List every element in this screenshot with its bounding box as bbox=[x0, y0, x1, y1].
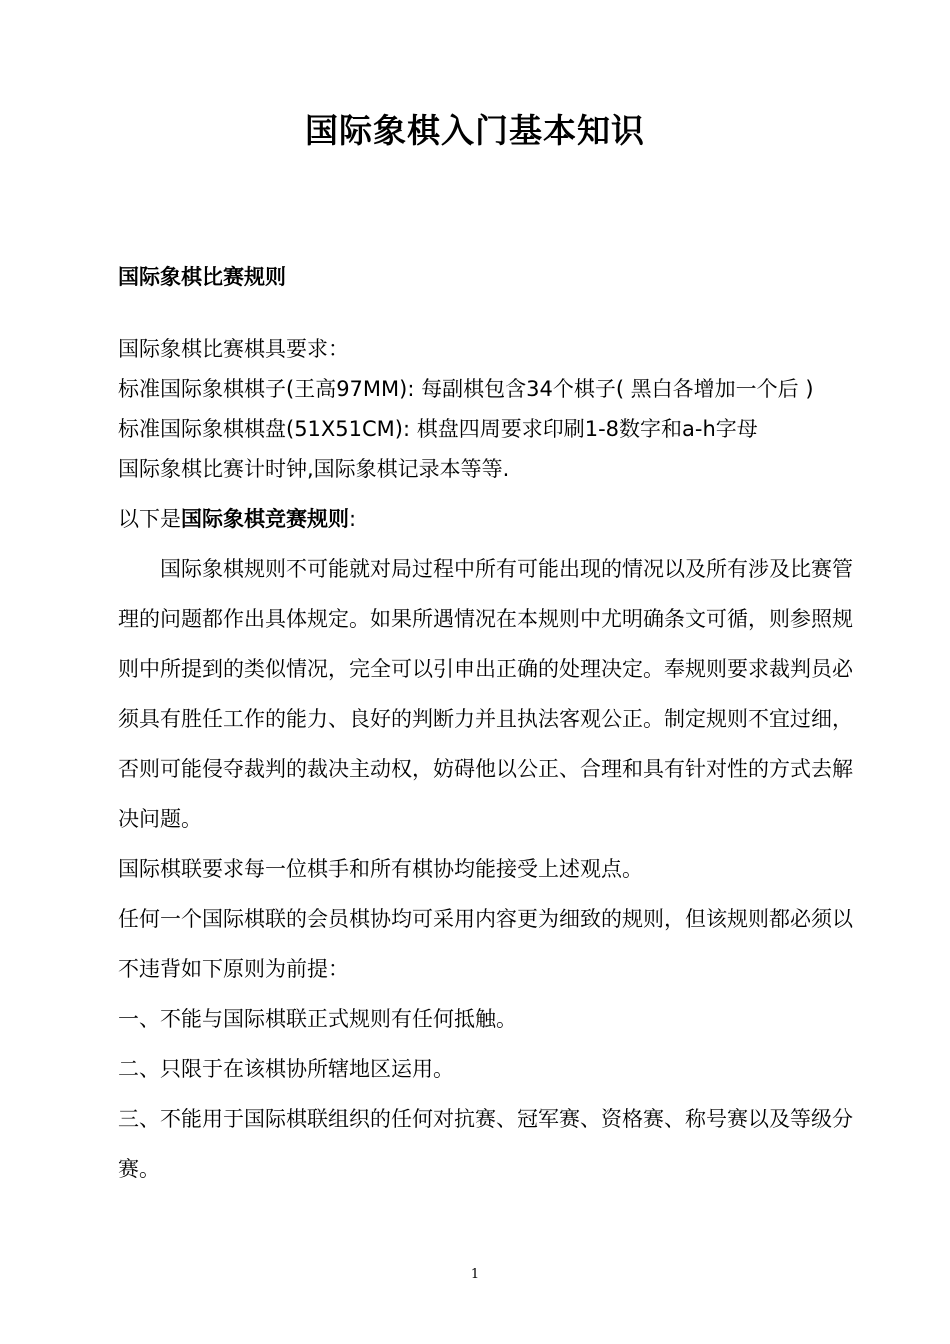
equipment-intro: 国际象棋比赛棋具要求： bbox=[118, 337, 349, 361]
equipment-pieces: 标准国际象棋棋子(王高97MM): 每副棋包含34个棋子( 黑白各增加一个后 ) bbox=[118, 377, 814, 401]
paragraph-1: 国际象棋规则不可能就对局过程中所有可能出现的情况以及所有涉及比赛管理的问题都作出具体规定。如果所遇情况在本规则中尤明确条文可循，则参照规则中所提到的类似情况，完全可以引申出正确的处理决定。奉规则要求裁判员必须具有胜任工作的能力、良好的判断力并且执法客观公正。制定规则不宜过细，否则可能侵夺裁判的裁决主动权，妨碍他以公正、合理和具有针对性的方式去解决问题。 bbox=[118, 557, 853, 831]
equipment-other: 国际象棋比赛计时钟,国际象棋记录本等等. bbox=[118, 457, 510, 481]
paragraph-3: 任何一个国际棋联的会员棋协均可采用内容更为细致的规则，但该规则都必须以不违背如下原则为前提： bbox=[118, 907, 853, 981]
rules-intro-bold: 国际象棋竞赛规则 bbox=[181, 507, 349, 531]
list-item-1: 一、不能与国际棋联正式规则有任何抵触。 bbox=[118, 1007, 517, 1031]
document-body bbox=[118, 334, 858, 1194]
page-number: 1 bbox=[470, 1267, 480, 1282]
section-heading: 国际象棋比赛规则 bbox=[118, 265, 286, 289]
paragraph-2: 国际棋联要求每一位棋手和所有棋协均能接受上述观点。 bbox=[118, 857, 643, 881]
rules-intro bbox=[118, 504, 858, 534]
list-item-2: 二、只限于在该棋协所辖地区运用。 bbox=[118, 1057, 454, 1081]
rules-intro-suffix: : bbox=[349, 507, 357, 531]
list-item-3: 三、不能用于国际棋联组织的任何对抗赛、冠军赛、资格赛、称号赛以及等级分赛。 bbox=[118, 1107, 853, 1181]
rules-intro-prefix: 以下是 bbox=[118, 507, 181, 531]
equipment-board: 标准国际象棋棋盘(51X51CM): 棋盘四周要求印刷1-8数字和a-h字母 bbox=[118, 417, 758, 441]
document-title: 国际象棋入门基本知识 bbox=[305, 111, 645, 150]
